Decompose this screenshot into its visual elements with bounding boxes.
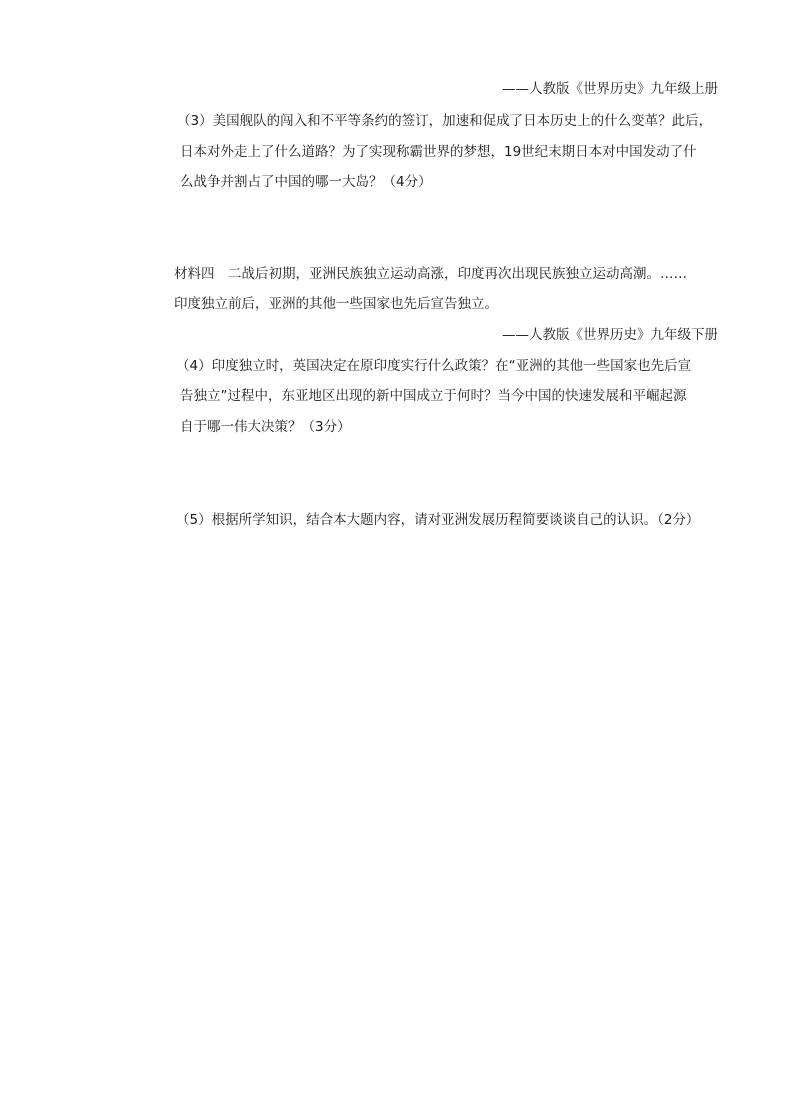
material-4-line-2: 印度独立前后，亚洲的其他一些国家也先后宣告独立。 bbox=[174, 296, 498, 312]
question-4-line-2: 告独立”过程中，东亚地区出现的新中国成立于何时？当今中国的快速发展和平崛起源 bbox=[180, 388, 687, 404]
question-5-line-1: （5）根据所学知识，结合本大题内容，请对亚洲发展历程简要谈谈自己的认识。（2分） bbox=[176, 512, 700, 528]
question-3-line-1: （3）美国舰队的闯入和不平等条约的签订，加速和促成了日本历史上的什么变革？此后， bbox=[177, 113, 713, 129]
material-4-line-1: 材料四 二战后初期，亚洲民族独立运动高涨，印度再次出现民族独立运动高潮。…… bbox=[174, 266, 687, 282]
question-4-line-3: 自于哪一伟大决策？（3分） bbox=[180, 419, 351, 435]
question-3-line-2: 日本对外走上了什么道路？为了实现称霸世界的梦想，19世纪末期日本对中国发动了什 bbox=[180, 144, 697, 160]
question-3-line-3: 么战争并割占了中国的哪一大岛？（4分） bbox=[180, 174, 432, 190]
source-citation-lower: ——人教版《世界历史》九年级下册 bbox=[502, 327, 718, 343]
source-citation-upper: ——人教版《世界历史》九年级上册 bbox=[502, 81, 718, 97]
question-4-line-1: （4）印度独立时，英国决定在原印度实行什么政策？在“亚洲的其他一些国家也先后宣 bbox=[176, 358, 692, 374]
